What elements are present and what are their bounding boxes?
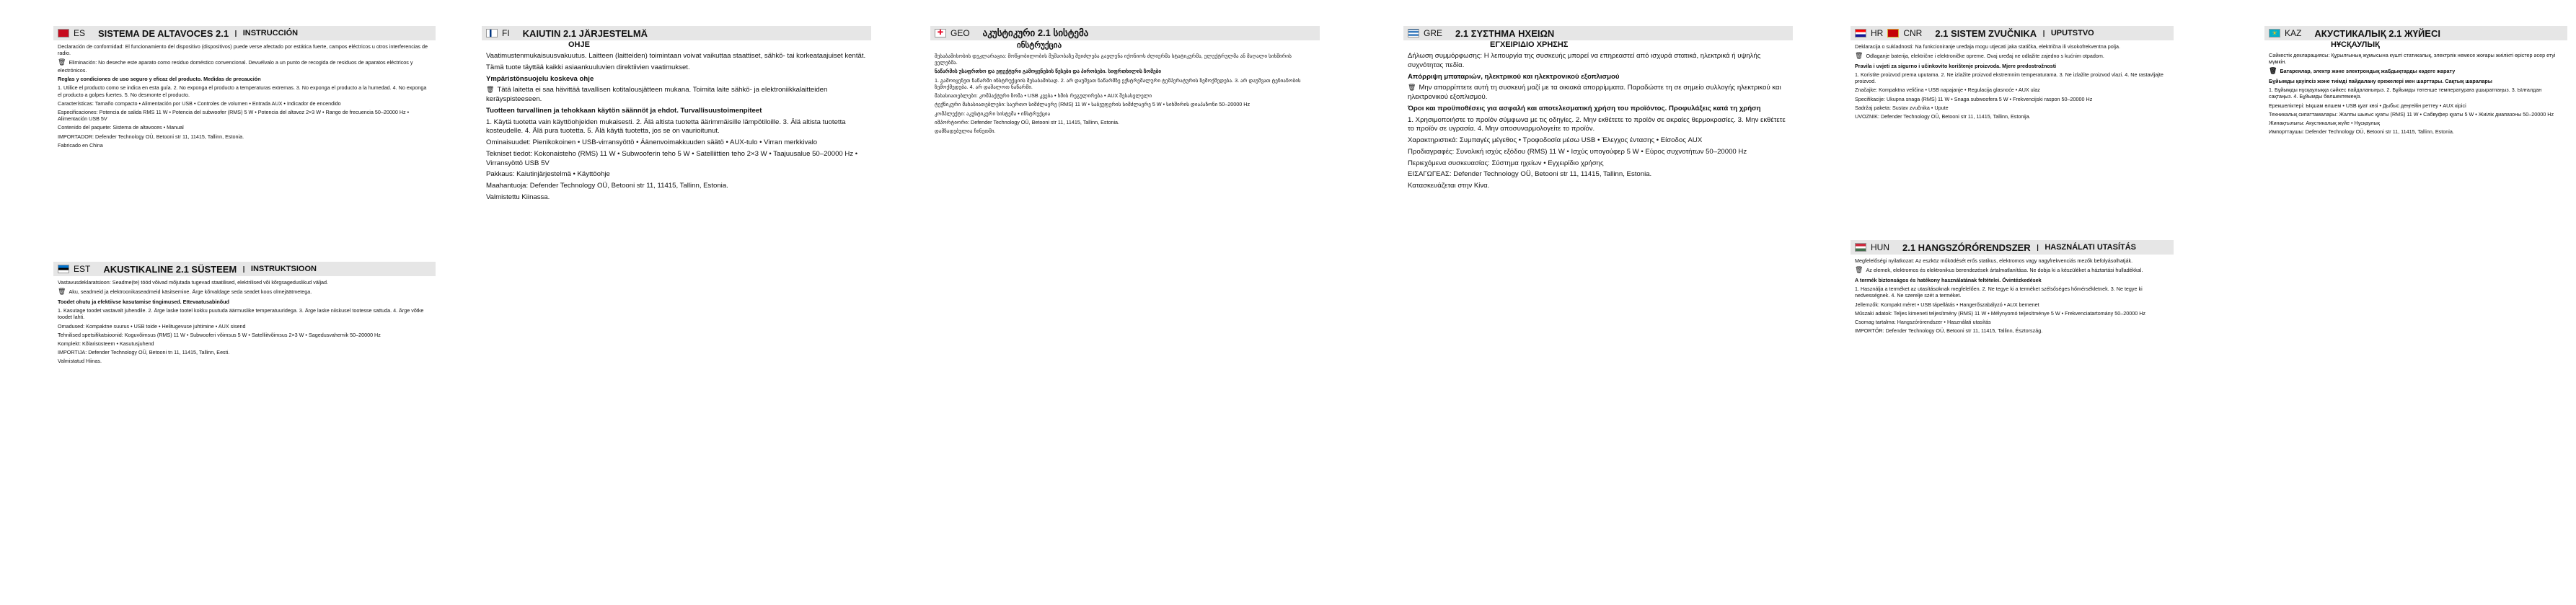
section-body-geo bbox=[930, 50, 1320, 139]
paragraph: 🗑 Odlaganje baterija, električne i elektroničke opreme. Ovaj uređaj ne odlažite zajedno s kućnim otpadom. bbox=[1855, 52, 2104, 60]
section-title: 2.1 SISTEM ZVUČNIKA bbox=[1935, 27, 2037, 39]
flag-geo-icon: ✚ bbox=[935, 29, 946, 37]
column-es-est bbox=[53, 0, 436, 605]
paragraph: Fabricado en China bbox=[58, 141, 103, 149]
trash-bin-icon: 🗑 bbox=[1855, 52, 1863, 60]
trash-bin-icon: 🗑 bbox=[486, 86, 495, 94]
paragraph: Deklaracija o sukladnosti: Na funkcioniranje uređaja mogu utjecati jaka statička, električna ili visokofrekventna polja. bbox=[1855, 43, 2120, 50]
section-title: KAIUTIN 2.1 JÄRJESTELMÄ bbox=[522, 27, 648, 39]
section-subtitle: INSTRUCCIÓN bbox=[242, 29, 299, 37]
paragraph: UVOZNIK: Defender Technology OÜ, Betooni str 11, 11415, Tallinn, Estonija. bbox=[1855, 113, 2031, 120]
paragraph: შესაბამისობის დეკლარაცია: მოწყობილობის მუშაობაზე შეიძლება გავლენა იქონიოს ძლიერმა სტატიკურმა, ელექტრულმა ან მაღალი სიხშირის ველებმა. bbox=[935, 53, 1292, 66]
language-code: EST bbox=[74, 264, 91, 275]
section-title: AKUSTIKALINE 2.1 SÜSTEEM bbox=[103, 263, 237, 275]
paragraph: 🗑 Az elemek, elektromos és elektronikus berendezések ártalmatlanítása. Ne dobja ki a készüléket a háztartási hulladékkal. bbox=[1855, 266, 2143, 274]
paragraph: Valmistatud Hiinas. bbox=[58, 358, 102, 365]
paragraph: Specifikacije: Ukupna snaga (RMS) 11 W • Snaga subwoofera 5 W • Frekvencijski raspon 50–20000 Hz bbox=[1855, 95, 2093, 102]
section-header-est: EST AKUSTIKALINE 2.1 SÜSTEEM I INSTRUKTSIOON bbox=[53, 262, 436, 276]
trash-bin-icon: 🗑 bbox=[2269, 67, 2277, 75]
language-code: KAZ bbox=[2285, 28, 2302, 38]
language-code: FI bbox=[502, 28, 510, 38]
subheading: A termék biztonságos és hatékony használatának feltételei. Óvintézkedések bbox=[1855, 277, 2042, 283]
paragraph: IMPORTADOR: Defender Technology OÜ, Betooni str 11, 11415, Tallinn, Estonia. bbox=[58, 133, 244, 140]
section-header-geo bbox=[930, 26, 1320, 40]
paragraph: Valmistettu Kiinassa. bbox=[486, 193, 550, 201]
flag-hr-icon bbox=[1855, 29, 1866, 37]
subheading: Tuotteen turvallinen ja tehokkaan käytön säännöt ja ehdot. Turvallisuustoimenpiteet bbox=[486, 106, 762, 115]
paragraph: 1. Utilice el producto como se indica en esta guía. 2. No exponga el producto a temperaturas extremas. 3. No exponga el producto a la humedad. 4. No exponga el producto a golpes fuertes. 5. No desmonte el producto. bbox=[58, 84, 427, 98]
paragraph: 1. Käytä tuotetta vain käyttöohjeiden mukaisesti. 2. Älä altista tuotetta äärimmäisille lämpötiloille. 3. Älä altista tuotetta kosteudelle. 4. Älä pura tuotetta. 5. Älä käytä tuotetta, jos se on vaurioitunut. bbox=[486, 118, 846, 136]
subheading: ნაწარმის უსაფრთხო და ეფექტური გამოყენების წესები და პირობები. სიფრთხილის ზომები bbox=[935, 68, 1162, 75]
paragraph: კომპლექტი: აკუსტიკური სისტემა • ინსტრუქცია bbox=[935, 110, 1051, 117]
paragraph: Omadused: Kompaktne suurus • USB toide • Helitugevuse juhtimine • AUX sisend bbox=[58, 322, 246, 330]
subheading: Pravila i uvjeti za sigurno i učinkovito korištenje proizvoda. Mjere predostrožnosti bbox=[1855, 62, 2057, 69]
paragraph: Tekniset tiedot: Kokonaisteho (RMS) 11 W • Subwooferin teho 5 W • Satelliittien teho 2×3 W • Taajuusalue 50–20000 Hz • Virransyöttö USB 5V bbox=[486, 149, 858, 167]
paragraph: Ерекшеліктері: Ықшам өлшем • USB қуат көзі • Дыбыс деңгейін реттеу • AUX кірісі bbox=[2269, 102, 2466, 109]
paragraph: Especificaciones: Potencia de salida RMS 11 W • Potencia del subwoofer (RMS) 5 W • Potencia del altavoz 2×3 W • Rango de frecuencia 50–20000 Hz • Alimentación USB 5V bbox=[58, 109, 410, 123]
section-body-es bbox=[53, 40, 436, 154]
paragraph: Sadržaj paketa: Sustav zvučnika • Upute bbox=[1855, 104, 1949, 111]
section-title: აკუსტიკური 2.1 სისტემა bbox=[982, 27, 1089, 38]
paragraph: Tämä tuote täyttää kaikki asiaankuuluvien direktiivien vaatimukset. bbox=[486, 63, 690, 71]
section-subtitle: HASZNÁLATI UTASÍTÁS bbox=[2045, 243, 2137, 252]
flag-es-icon bbox=[58, 29, 69, 37]
section-header-gre bbox=[1403, 26, 1793, 40]
paragraph: Импорттаушы: Defender Technology OÜ, Betooni str 11, 11415, Tallinn, Estonia. bbox=[2269, 128, 2454, 136]
paragraph: Δήλωση συμμόρφωσης: Η λειτουργία της συσκευής μπορεί να επηρεαστεί από ισχυρά στατικά, ηλεκτρικά ή υψηλής συχνότητας πεδία. bbox=[1408, 52, 1761, 69]
section-body-fi bbox=[482, 49, 871, 208]
paragraph: დამზადებულია ჩინეთში. bbox=[935, 127, 996, 134]
section-body-est bbox=[53, 276, 436, 369]
language-code: HR bbox=[1871, 28, 1884, 38]
paragraph: 🗑 Eliminación: No deseche este aparato como residuo doméstico convencional. Devuélvalo a un punto de recogida de residuos de aparatos eléctricos y electrónicos. bbox=[58, 58, 413, 74]
paragraph: IMPORTŐR: Defender Technology OÜ, Betooni str 11, 11415, Tallinn, Észtország. bbox=[1855, 327, 2043, 335]
flag-fi-icon bbox=[486, 29, 498, 37]
paragraph: Χαρακτηριστικά: Συμπαγές μέγεθος • Τροφοδοσία μέσω USB • Έλεγχος έντασης • Είσοδος AUX bbox=[1408, 136, 1703, 144]
subheading: Бұйымды қауіпсіз және тиімді пайдалану ережелері мен шарттары. Сақтық шаралары bbox=[2269, 77, 2492, 84]
subheading: Toodet ohutu ja efektiivse kasutamise tingimused. Ettevaatusabinõud bbox=[58, 298, 229, 305]
section-header-kaz bbox=[2264, 26, 2567, 40]
paragraph: Značajke: Kompaktna veličina • USB napajanje • Regulacija glasnoće • AUX ulaz bbox=[1855, 87, 2040, 94]
paragraph: Vastavusdeklaratsioon: Seadme(te) tööd võivad mõjutada tugevad staatilised, elektrilised või kõrgsageduslikud väljad. bbox=[58, 279, 329, 286]
language-code: GEO bbox=[950, 28, 970, 38]
section-subtitle: UPUTSTVO bbox=[2050, 29, 2094, 37]
paragraph: Contenido del paquete: Sistema de altavoces • Manual bbox=[58, 124, 184, 131]
paragraph: 1. Használja a terméket az utasításoknak megfelelően. 2. Ne tegye ki a terméket szélsőséges hőmérsékletnek. 3. Ne tegye ki nedvességnek. 4. Ne szerelje szét a terméket. bbox=[1855, 286, 2143, 299]
section-header-hun: HUN 2.1 HANGSZÓRÓRENDSZER I HASZNÁLATI UTASÍTÁS bbox=[1851, 240, 2174, 255]
paragraph: Características: Tamaño compacto • Alimentación por USB • Controles de volumen • Entrada AUX • Indicador de encendido bbox=[58, 100, 341, 107]
section-subtitle: НҰСҚАУЛЫҚ bbox=[2331, 40, 2380, 49]
paragraph: Vaatimustenmukaisuusvakuutus. Laitteen (laitteiden) toimintaan voivat vaikuttaa staattiset, sähkö- tai korkeataajuiset kentät. bbox=[486, 52, 866, 60]
paragraph: 🗑 Tätä laitetta ei saa hävittää tavallisen kotitalousjätteen mukana. Toimita laite sähkö- ja elektroniikkalaitteiden keräyspisteeseen. bbox=[486, 86, 828, 103]
column-hr-hun bbox=[1851, 0, 2174, 605]
flag-hun-icon bbox=[1855, 243, 1866, 252]
trash-bin-icon: 🗑 bbox=[1408, 84, 1416, 92]
paragraph: 1. Бұйымды нұсқаулыққа сәйкес пайдаланыңыз. 2. Бұйымды төтенше температураға ұшыратпаңыз. 3. Ылғалдан сақтаңыз. 4. Бұйымды бөлшектемеңіз. bbox=[2269, 87, 2542, 100]
paragraph: Жинақтылығы: Акустикалық жүйе • Нұсқаулық bbox=[2269, 120, 2380, 127]
paragraph: იმპორტიორი: Defender Technology OÜ, Betooni str 11, 11415, Tallinn, Estonia. bbox=[935, 118, 1120, 125]
column-geo bbox=[930, 0, 1320, 605]
paragraph: მახასიათებლები: კომპაქტური ზომა • USB კვება • ხმის რეგულირება • AUX შესასვლელი bbox=[935, 92, 1152, 100]
paragraph: Техникалық сипаттамалары: Жалпы шығыс қуаты (RMS) 11 W • Сабвуфер қуаты 5 W • Жиілік диапазоны 50–20000 Hz bbox=[2269, 110, 2554, 118]
section-subtitle: ΕΓΧΕΙΡΙΔΙΟ ΧΡΗΣΗΣ bbox=[1490, 40, 1569, 49]
paragraph: Περιεχόμενα συσκευασίας: Σύστημα ηχείων • Εγχειρίδιο χρήσης bbox=[1408, 159, 1604, 167]
section-header-hr: HR CNR 2.1 SISTEM ZVUČNIKA I UPUTSTVO bbox=[1851, 26, 2174, 40]
section-title: 2.1 HANGSZÓRÓRENDSZER bbox=[1902, 242, 2031, 253]
section-body-kaz bbox=[2264, 49, 2567, 140]
column-gre bbox=[1403, 0, 1793, 605]
subheading: 🗑 Батареялар, электр және электрондық жабдықтарды кәдеге жарату bbox=[2269, 67, 2456, 75]
paragraph: 1. Kasutage toodet vastavalt juhendile. 2. Ärge laske tootel kokku puutuda äärmuslike temperatuuridega. 3. Ärge laske niiskusel tootesse sattuda. 4. Ärge võtke toodet lahti. bbox=[58, 307, 424, 321]
trash-bin-icon: 🗑 bbox=[58, 58, 66, 66]
flag-gre-icon bbox=[1408, 29, 1419, 37]
section-subtitle: OHJE bbox=[568, 40, 590, 49]
paragraph: Csomag tartalma: Hangszórórendszer • Használati utasítás bbox=[1855, 319, 1991, 326]
section-header-es: ES SISTEMA DE ALTAVOCES 2.1 I INSTRUCCIÓN bbox=[53, 26, 436, 40]
paragraph: ΕΙΣΑΓΩΓΕΑΣ: Defender Technology OÜ, Betooni str 11, 11415, Tallinn, Estonia. bbox=[1408, 170, 1652, 179]
paragraph: 🗑 Μην απορρίπτετε αυτή τη συσκευή μαζί με τα οικιακά απορρίμματα. Παραδώστε τη σε σημείο συλλογής ηλεκτρικού και ηλεκτρονικού εξοπλισμού. bbox=[1408, 84, 1781, 101]
language-code: CNR bbox=[1903, 28, 1923, 38]
section-header-fi bbox=[482, 26, 871, 40]
trash-bin-icon: 🗑 bbox=[1855, 266, 1863, 274]
section-title: SISTEMA DE ALTAVOCES 2.1 bbox=[98, 27, 229, 39]
paragraph: 1. გამოიყენეთ ნაწარმი ინსტრუქციის შესაბამისად. 2. არ დაუშვათ ნაწარმზე ექსტრემალური ტემპერატურის ზემოქმედება. 3. არ დაუშვათ ტენიანობის ზემოქმედება. 4. არ დაშალოთ ნაწარმი. bbox=[935, 76, 1301, 90]
section-title: АКУСТИКАЛЫҚ 2.1 ЖҮЙЕСІ bbox=[2314, 27, 2440, 39]
flag-kaz-icon: ☀ bbox=[2269, 29, 2280, 37]
section-title: 2.1 ΣΥΣΤΗΜΑ ΗΧΕΙΩΝ bbox=[1455, 27, 1555, 39]
paragraph: 1. Koristite proizvod prema uputama. 2. Ne izlažite proizvod ekstremnim temperaturama. 3. Ne izlažite proizvod vlazi. 4. Ne rastavljajte proizvod. bbox=[1855, 71, 2163, 85]
column-fi bbox=[482, 0, 871, 605]
paragraph: Κατασκευάζεται στην Κίνα. bbox=[1408, 182, 1490, 190]
paragraph: Komplekt: Kõlarisüsteem • Kasutusjuhend bbox=[58, 340, 154, 347]
flag-cnr-icon bbox=[1887, 29, 1899, 37]
paragraph: Megfelelőségi nyilatkozat: Az eszköz működését erős statikus, elektromos vagy nagyfrekvenciás mezők befolyásolhatják. bbox=[1855, 257, 2133, 265]
flag-est-icon bbox=[58, 265, 69, 273]
paragraph: ტექნიკური მახასიათებლები: საერთო სიმძლავრე (RMS) 11 W • საბვუფერის სიმძლავრე 5 W • სიხშირის დიაპაზონი 50–20000 Hz bbox=[935, 101, 1250, 108]
paragraph: 🗑 Aku, seadmeid ja elektroonikaseadmeid käsitsemine. Ärge kõrvaldage seda seadet koos olmejäätmetega. bbox=[58, 288, 312, 296]
subheading: Απόρριψη μπαταριών, ηλεκτρικού και ηλεκτρονικού εξοπλισμού bbox=[1408, 72, 1620, 81]
section-body-hr bbox=[1851, 40, 2174, 125]
subheading: Reglas y condiciones de uso seguro y eficaz del producto. Medidas de precaución bbox=[58, 76, 261, 83]
subheading: Ympäristönsuojelu koskeva ohje bbox=[486, 74, 594, 83]
section-body-hun bbox=[1851, 255, 2174, 339]
section-body-gre bbox=[1403, 49, 1793, 196]
paragraph: Προδιαγραφές: Συνολική ισχύς εξόδου (RMS) 11 W • Ισχύς υπογούφερ 5 W • Εύρος συχνοτήτων 50–20000 Hz bbox=[1408, 147, 1747, 156]
paragraph: 1. Χρησιμοποιήστε το προϊόν σύμφωνα με τις οδηγίες. 2. Μην εκθέτετε το προϊόν σε ακραίες θερμοκρασίες. 3. Μην εκθέτετε το προϊόν σε υγρασία. 4. Μην αποσυναρμολογείτε το προϊόν. bbox=[1408, 115, 1786, 133]
paragraph: Műszaki adatok: Teljes kimeneti teljesítmény (RMS) 11 W • Mélynyomó teljesítménye 5 W • Frekvenciatartomány 50–20000 Hz bbox=[1855, 309, 2146, 317]
language-code: HUN bbox=[1871, 242, 1889, 253]
paragraph: Ominaisuudet: Pienikokoinen • USB-virransyöttö • Äänenvoimakkuuden säätö • AUX-tulo • Virran merkkivalo bbox=[486, 138, 818, 146]
trash-bin-icon: 🗑 bbox=[58, 288, 66, 296]
language-code: ES bbox=[74, 28, 86, 38]
paragraph: Tehnilised spetsifikatsioonid: Koguvõimsus (RMS) 11 W • Subwooferi võimsus 5 W • Satelliitvõimsus 2×3 W • Sagedusvahemik 50–20000 Hz bbox=[58, 331, 381, 338]
paragraph: Declaración de conformidad: El funcionamiento del dispositivo (dispositivos) puede verse afectado por estática fuerte, campos eléctricos u otros interferencias de radio. bbox=[58, 43, 428, 57]
paragraph: Pakkaus: Kaiutinjärjestelmä • Käyttöohje bbox=[486, 170, 610, 179]
paragraph: Jellemzők: Kompakt méret • USB tápellátás • Hangerőszabályzó • AUX bemenet bbox=[1855, 301, 2039, 308]
section-subtitle: ინსტრუქცია bbox=[1017, 41, 1062, 50]
language-code: GRE bbox=[1424, 28, 1443, 38]
paragraph: Maahantuoja: Defender Technology OÜ, Betooni str 11, 11415, Tallinn, Estonia. bbox=[486, 182, 728, 190]
column-kaz bbox=[2264, 0, 2567, 605]
section-subtitle: INSTRUKTSIOON bbox=[250, 265, 317, 274]
paragraph: IMPORTIJA: Defender Technology OÜ, Betooni tn 11, 11415, Tallinn, Eesti. bbox=[58, 349, 230, 356]
paragraph: Сәйкестік декларациясы: Құрылғының жұмысына күшті статикалық, электрлік немесе жоғары жиілікті өрістер әсер етуі мүмкін. bbox=[2269, 52, 2556, 66]
subheading: Όροι και προϋποθέσεις για ασφαλή και αποτελεσματική χρήση του προϊόντος. Προφυλάξεις κατά τη χρήση bbox=[1408, 104, 1761, 112]
